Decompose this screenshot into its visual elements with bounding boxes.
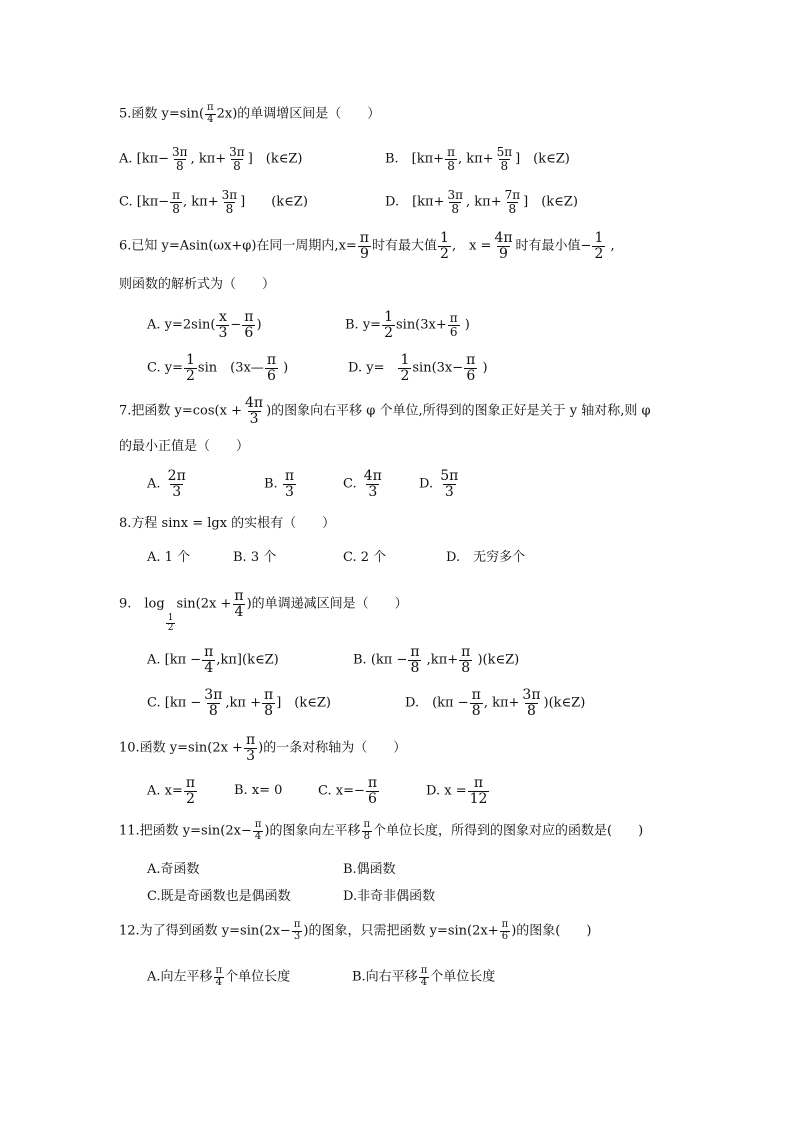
q9-option-d[interactable]: D. (kπ − $\frac{\pi}{8}$ , kπ+ $\frac{3\pi}{8}$ )(k∈Z) <box>405 687 586 719</box>
q12-option-a[interactable]: A.向左平移 $\frac{\pi}{4}$ 个单位长度 <box>147 965 291 988</box>
fraction: $\frac{\pi}{8}$ <box>461 644 471 676</box>
q5-option-a[interactable]: A. [kπ− $\frac{3\pi}{8}$ , kπ+ $\frac{3\pi}{8}$ ] (k∈Z) <box>119 145 303 173</box>
fraction: $\frac{1}{2}$ <box>400 352 410 384</box>
q5-option-b[interactable]: B. [kπ+ $\frac{\pi}{8}$ , kπ+ $\frac{5\pi}{8}$ ] (k∈Z) <box>385 145 570 173</box>
q7-option-a[interactable]: A. $\frac{2\pi}{3}$ <box>147 468 186 500</box>
q6-option-a[interactable]: A. y=2sin( $\frac{x}{3}$ − $\frac{\pi}{6}$ ) <box>147 309 262 341</box>
q10-option-c[interactable]: C. x=− $\frac{\pi}{6}$ <box>318 775 378 807</box>
q11-option-c[interactable]: C.既是奇函数也是偶函数 <box>147 889 291 904</box>
fraction: $\frac{\pi}{8}$ <box>410 644 420 676</box>
fraction: $\frac{\pi}{9}$ <box>359 230 369 262</box>
q7-stem-line2: 的最小正值是（ ） <box>119 439 250 454</box>
q7-option-d[interactable]: D. $\frac{5\pi}{3}$ <box>419 468 459 500</box>
fraction: $\frac{1}{2}$ <box>594 230 604 262</box>
fraction: $\frac{\pi}{8}$ <box>471 687 481 719</box>
fraction: $\frac{7\pi}{8}$ <box>504 188 521 216</box>
fraction: $\frac{\pi}{4}$ <box>234 588 244 620</box>
fraction: $\frac{1}{2}$ <box>384 309 393 341</box>
fraction: $\frac{\pi}{8}$ <box>363 819 371 842</box>
fraction: $\frac{4\pi}{3}$ <box>363 468 382 500</box>
q9-option-b[interactable]: B. (kπ − $\frac{\pi}{8}$ ,kπ+ $\frac{\pi}{8}$ )(k∈Z) <box>353 644 520 676</box>
q12-option-b[interactable]: B.向右平移 $\frac{\pi}{4}$ 个单位长度 <box>352 965 496 988</box>
fraction: $\frac{3\pi}{8}$ <box>447 188 464 216</box>
fraction: $\frac{\pi}{6}$ <box>466 352 476 384</box>
fraction: $\frac{\pi}{6}$ <box>449 311 458 339</box>
fraction: $\frac{\pi}{4}$ <box>207 102 214 125</box>
fraction: $\frac{\pi}{12}$ <box>469 775 488 807</box>
fraction: $\frac{\pi}{6}$ <box>501 919 509 942</box>
q5-stem: 5.函数 y=sin( $\frac{\pi}{4}$ 2x)的单调增区间是（ ） <box>119 102 381 125</box>
q7-option-c[interactable]: C. $\frac{4\pi}{3}$ <box>343 468 382 500</box>
fraction: $\frac{3\pi}{8}$ <box>204 687 223 719</box>
fraction: $\frac{4\pi}{9}$ <box>494 230 513 262</box>
fraction: $\frac{1}{2}$ <box>440 230 449 262</box>
fraction: $\frac{1}{2}$ <box>167 612 174 634</box>
fraction: $\frac{\pi}{4}$ <box>204 644 214 676</box>
q6-option-b[interactable]: B. y= $\frac{1}{2}$ sin(3x+ $\frac{\pi}{6}$ ) <box>345 309 470 341</box>
q6-option-d[interactable]: D. y= $\frac{1}{2}$ sin(3x− $\frac{\pi}{6}$ ) <box>348 352 488 384</box>
fraction: $\frac{\pi}{4}$ <box>420 965 428 988</box>
q11-option-b[interactable]: B.偶函数 <box>343 862 396 877</box>
q5-option-c[interactable]: C. [kπ− $\frac{\pi}{8}$ , kπ+ $\frac{3\pi}{8}$ ] (k∈Z) <box>119 188 308 216</box>
fraction: $\frac{3\pi}{8}$ <box>229 145 245 173</box>
fraction: $\frac{\pi}{8}$ <box>263 687 274 719</box>
q10-option-b[interactable]: B. x= 0 <box>234 783 283 798</box>
q10-option-a[interactable]: A. x= $\frac{\pi}{2}$ <box>147 775 196 807</box>
fraction: $\frac{\pi}{6}$ <box>266 352 277 384</box>
fraction: $\frac{\pi}{6}$ <box>367 775 378 807</box>
fraction: $\frac{\pi}{3}$ <box>284 468 295 500</box>
q5-option-d[interactable]: D. [kπ+ $\frac{3\pi}{8}$ , kπ+ $\frac{7\pi}{8}$ ] (k∈Z) <box>385 188 578 216</box>
q11-stem: 11.把函数 y=sin(2x− $\frac{\pi}{4}$ )的图象向左平移 $\frac{\pi}{8}$ 个单位长度，所得到的图象对应的函数是( ) <box>119 819 644 842</box>
fraction: $\frac{3\pi}{8}$ <box>172 145 188 173</box>
q10-stem: 10.函数 y=sin(2x + $\frac{\pi}{3}$ )的一条对称轴为（ ） <box>119 732 407 764</box>
fraction: $\frac{5\pi}{3}$ <box>440 468 459 500</box>
q8-stem: 8.方程 sinx = lgx 的实根有（ ） <box>119 516 336 531</box>
q7-option-b[interactable]: B. $\frac{\pi}{3}$ <box>264 468 295 500</box>
fraction: $\frac{\pi}{4}$ <box>215 965 223 988</box>
q6-option-c[interactable]: C. y= $\frac{1}{2}$ sin (3x— $\frac{\pi}{6}$ ) <box>147 352 289 384</box>
q11-option-a[interactable]: A.奇函数 <box>147 862 200 877</box>
fraction: $\frac{\pi}{6}$ <box>244 309 254 341</box>
q8-option-c[interactable]: C. 2 个 <box>343 550 387 565</box>
fraction: $\frac{5\pi}{8}$ <box>496 145 513 173</box>
fraction: $\frac{\pi}{2}$ <box>185 775 196 807</box>
q6-stem: 6.已知 y=Asin(ωx+φ)在同一周期内,x= $\frac{\pi}{9}$ 时有最大值 $\frac{1}{2}$ , x = $\frac{4\pi}{9}$ 时有最小值− $\frac{1}{2}$ , <box>119 230 615 262</box>
q9-stem: 9. log $\frac{1}{2}$ sin(2x + $\frac{\pi}{4}$ )的单调递减区间是（ ） <box>119 588 408 634</box>
q8-option-d[interactable]: D. 无穷多个 <box>446 550 526 565</box>
fraction: $\frac{3\pi}{8}$ <box>522 687 541 719</box>
q9-option-a[interactable]: A. [kπ − $\frac{\pi}{4}$ ,kπ](k∈Z) <box>147 644 279 676</box>
q11-option-d[interactable]: D.非奇非偶函数 <box>343 889 436 904</box>
fraction: $\frac{\pi}{8}$ <box>172 188 181 216</box>
fraction: $\frac{4\pi}{3}$ <box>244 395 264 427</box>
fraction: $\frac{\pi}{8}$ <box>447 145 455 173</box>
fraction: $\frac{1}{2}$ <box>186 352 195 384</box>
fraction: $\frac{2\pi}{3}$ <box>167 468 186 500</box>
q10-option-d[interactable]: D. x = $\frac{\pi}{12}$ <box>426 775 488 807</box>
q6-stem-line2: 则函数的解析式为（ ） <box>119 277 276 292</box>
q8-option-b[interactable]: B. 3 个 <box>233 550 277 565</box>
q9-option-c[interactable]: C. [kπ − $\frac{3\pi}{8}$ ,kπ + $\frac{\pi}{8}$ ] (k∈Z) <box>147 687 331 719</box>
q12-stem: 12.为了得到函数 y=sin(2x− $\frac{\pi}{3}$ )的图象，只需把函数 y=sin(2x+ $\frac{\pi}{6}$ )的图象( ) <box>119 919 592 942</box>
fraction: $\frac{\pi}{3}$ <box>293 919 301 942</box>
q8-option-a[interactable]: A. 1 个 <box>147 550 191 565</box>
q7-stem: 7.把函数 y=cos(x + $\frac{4\pi}{3}$ )的图象向右平移 φ 个单位,所得到的图象正好是关于 y 轴对称,则 φ <box>119 395 651 427</box>
fraction: $\frac{\pi}{3}$ <box>245 732 256 764</box>
fraction: $\frac{\pi}{4}$ <box>254 819 262 842</box>
fraction: $\frac{x}{3}$ <box>218 309 228 341</box>
fraction: $\frac{3\pi}{8}$ <box>221 188 238 216</box>
